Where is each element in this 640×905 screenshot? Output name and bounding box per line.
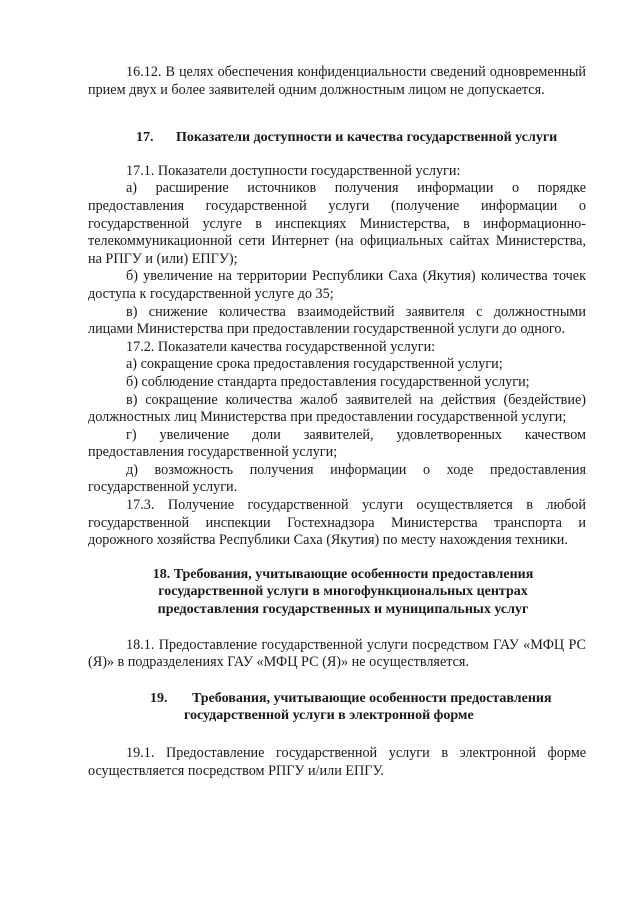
section-number-19: 19. <box>150 690 168 706</box>
section-heading-18: 18. Требования, учитывающие особенности предоставления государственной услуги в многофункциональных центрах предоставления государственных и муниципальных услуг <box>152 566 534 618</box>
section-title-19-line2: государственной услуги в электронной форме <box>184 708 474 724</box>
list-item-17-2-a: а) сокращение срока предоставления государственной услуги; <box>126 356 503 373</box>
list-item-17-1-v: в) снижение количества взаимодействий заявителя с должностными лицами Министерства при предоставлении государственной услуги до одного. <box>88 303 586 338</box>
list-item-17-1-b: б) увеличение на территории Республики Саха (Якутия) количества точек доступа к государственной услуге до 35; <box>88 268 586 302</box>
paragraph-19-1: 19.1. Предоставление государственной услуги в электронной форме осуществляется посредством РПГУ и/или ЕПГУ. <box>88 745 586 779</box>
paragraph-17-2: 17.2. Показатели качества государственной услуги: <box>126 338 436 355</box>
list-item-17-2-v: в) сокращение количества жалоб заявителей на действия (бездействие) должностных лиц Министерства при предоставлении государственной услуги; <box>88 391 586 426</box>
paragraph-17-1: 17.1. Показатели доступности государственной услуги: <box>126 162 461 179</box>
section-heading-17 <box>88 129 586 147</box>
paragraph-18-1: 18.1. Предоставление государственной услуги посредством ГАУ «МФЦ РС (Я)» в подразделениях ГАУ «МФЦ РС (Я)» не осуществляется. <box>88 636 586 671</box>
section-title-17: Показатели доступности и качества государственной услуги <box>176 130 558 146</box>
list-item-17-2-b: б) соблюдение стандарта предоставления государственной услуги; <box>126 373 530 390</box>
section-number-17: 17. <box>136 130 154 146</box>
paragraph-16-12: 16.12. В целях обеспечения конфиденциальности сведений одновременный прием двух и более заявителей одним должностным лицом не допускается. <box>88 64 586 98</box>
document-body <box>88 64 586 780</box>
list-item-17-1-a: а) расширение источников получения информации о порядке предоставления государственной услуги (получение информации о государственной услуге в инспекциях Министерства, в информационно-телекоммуникационной сети Интернет (на официальных сайтах Министерства, на РПГУ и (или) ЕПГУ); <box>88 180 586 267</box>
paragraph-17-3: 17.3. Получение государственной услуги осуществляется в любой государственной инспекции Гостехнадзора Министерства транспорта и дорожного хозяйства Республики Саха (Якутия) по месту нахождения техники. <box>88 497 586 549</box>
section-heading-19 <box>88 690 586 725</box>
list-item-17-2-d: д) возможность получения информации о ходе предоставления государственной услуги. <box>88 461 586 496</box>
list-item-17-2-g: г) увеличение доли заявителей, удовлетворенных качеством предоставления государственной услуги; <box>88 426 586 461</box>
section-title-19-line1: Требования, учитывающие особенности предоставления <box>192 690 552 706</box>
